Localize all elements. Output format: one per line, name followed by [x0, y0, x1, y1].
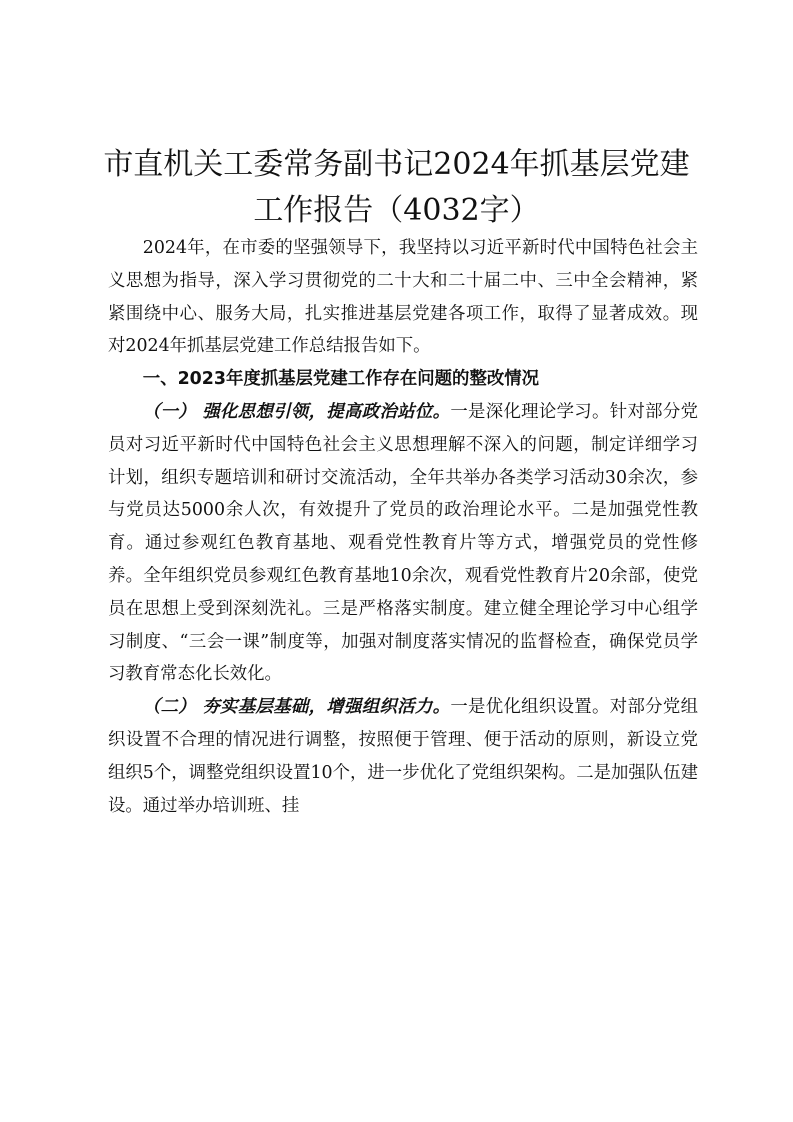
title-line-2: 工作报告（4032字） [253, 193, 540, 228]
section-heading: 一、2023年度抓基层党建工作存在问题的整改情况 [142, 369, 540, 390]
paragraph-item-2 [108, 691, 698, 822]
document-title [80, 142, 713, 234]
subheading-2: （二） 夯实基层基础，增强组织活力。 [142, 697, 451, 718]
subheading-1: （一） 强化思想引领，提高政治站位。 [142, 401, 451, 422]
paragraph-item-1 [108, 396, 698, 691]
intro-paragraph: 2024年，在市委的坚强领导下，我坚持以习近平新时代中国特色社会主义思想为指导，深入学习贯彻党的二十大和二十届二中、三中全会精神，紧紧围绕中心、服务大局，扎实推进基层党建各项工作，取得了显著成效。现对2024年抓基层党建工作总结报告如下。 [108, 238, 698, 357]
title-line-1: 市直机关工委常务副书记2024年抓基层党建 [103, 147, 690, 182]
paragraph-text-1: 一是深化理论学习。针对部分党员对习近平新时代中国特色社会主义思想理解不深入的问题，制定详细学习计划，组织专题培训和研讨交流活动，全年共举办各类学习活动30余次，参与党员达5000余人次，有效提升了党员的政治理论水平。二是加强党性教育。通过参观红色教育基地、观看党性教育片等方式，增强党员的党性修养。全年组织党员参观红色教育基地10余次，观看党性教育片20余部，使党员在思想上受到深刻洗礼。三是严格落实制度。建立健全理论学习中心组学习制度、“三会一课”制度等，加强对制度落实情况的监督检查，确保党员学习教育常态化长效化。 [108, 401, 698, 685]
paragraph-text-2: 一是优化组织设置。对部分党组织设置不合理的情况进行调整，按照便于管理、便于活动的原则，新设立党组织5个，调整党组织设置10个，进一步优化了党组织架构。二是加强队伍建设。通过举办培训班、挂 [108, 697, 698, 816]
document-body [108, 232, 698, 822]
